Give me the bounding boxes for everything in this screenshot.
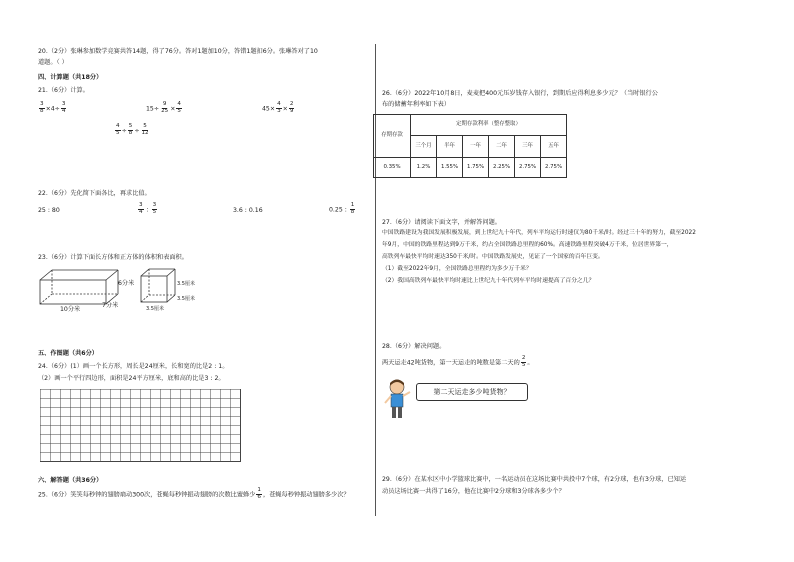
q28-title: 28.（6分）解决问题。 — [382, 343, 446, 350]
q23-title: 23.（6分）计算下面长方体和正方体的体积和表面积。 — [38, 254, 188, 261]
table-cell: 1.2% — [411, 158, 437, 178]
q20-line2: 道题。（ ） — [38, 59, 68, 66]
q26-line1: 26.（6分）2022年10月8日，麦麦把400元压岁钱存入银行，到期后应得利息多少元？（当时银行公 — [382, 90, 658, 97]
q24-line1: 24.（6分）(1）画一个长方形，周长是24厘米，长和宽的比是2 : 1。 — [38, 363, 229, 370]
cube-edge-label-3: 3.5厘米 — [146, 306, 164, 312]
table-cell: 2.75% — [541, 158, 567, 178]
table-col-head: 五年 — [541, 136, 567, 158]
q20-line1: 20.（2分）张琳参加数学竞赛共答14题，得了76分。答对1题加10分，答错1题扣6分。张琳答对了10 — [38, 48, 318, 55]
q24-line2: （2）画一个平行四边形，面积是24平方厘米，底和高的比是3 : 2。 — [38, 375, 225, 382]
table-cell: 1.55% — [437, 158, 463, 178]
q21-expr-1: $\frac{3}{8}$ ×4÷ $\frac{3}{4}$ — [40, 101, 66, 114]
q22-ratio-4: 0.25 : $\frac{1}{8}$ — [329, 202, 355, 215]
table-col-head: 半年 — [437, 136, 463, 158]
cuboid-height-label: 6分米 — [118, 280, 135, 287]
q21-expr-2: 15÷ $\frac{9}{25}$ × $\frac{4}{5}$ — [146, 101, 181, 114]
section-5-heading: 五、作图题（共6分） — [38, 350, 98, 357]
q27-para-1: 中国铁路建设为我国发展积极发展，到上世纪九十年代，列车平均运行时速仅为80千米/时。经过三十年的努力，截至2022 — [382, 230, 696, 236]
table-col-head: 三年 — [515, 136, 541, 158]
cube-edge-label-2: 3.5厘米 — [177, 296, 195, 302]
q27-title: 27.（6分）请阅读下面文字，并解答问题。 — [382, 219, 501, 226]
table-top-head: 定期存款利率（整存整取） — [411, 115, 567, 136]
q28-text: 两天运走42吨货物，第一天运走的吨数是第二天的 $\frac{2}{5}$ 。 — [382, 355, 534, 368]
q27-sub-2: （2）我国高铁列车最快平均时速比上世纪九十年代列车平均时速提高了百分之几？ — [382, 278, 595, 284]
q27-para-3: 高铁列车最快平均时速达350千米/时。中国铁路发展史，见证了一个国家的百年巨变。 — [382, 254, 604, 260]
interest-rate-table — [373, 114, 567, 178]
q29-line1: 29.（6分）在某水区中小学篮球比赛中，一名运动员在这场比赛中共投中7个球，有2分球，也有3分球，已知运 — [382, 476, 687, 483]
q21-title: 21.（6分）计算。 — [38, 87, 89, 94]
table-col-head: 二年 — [489, 136, 515, 158]
cuboid-length-label: 10分米 — [60, 306, 81, 313]
table-cell: 1.75% — [463, 158, 489, 178]
q22-ratio-3: 3.6 : 0.16 — [233, 207, 263, 214]
cube-edge-label-1: 3.5厘米 — [177, 281, 195, 287]
table-cell: 2.25% — [489, 158, 515, 178]
speech-bubble: 第二天运走多少吨货物？ — [416, 383, 528, 401]
table-cell: 2.75% — [515, 158, 541, 178]
q22-title: 22.（6分）先化简下面各比，再求比值。 — [38, 190, 151, 197]
q22-ratio-2: $\frac{3}{4}$ : $\frac{3}{5}$ — [139, 202, 157, 215]
table-row-head: 存期存款 — [374, 115, 411, 158]
q26-line2: 布的储蓄年利率如下表） — [382, 101, 451, 108]
table-col-head: 一年 — [463, 136, 489, 158]
q21-expr-3: 45× $\frac{4}{3}$ × $\frac{2}{9}$ — [262, 101, 294, 114]
q25-text: 25.（6分）笑笑每秒钟的翅膀扇动300次，苍蝇每秒钟振动翅膀的次数比蜜蜂少 $\frac{1}{6}$ ，苍蝇每秒钟振动翅膀多少次？ — [38, 487, 350, 500]
section-4-heading: 四、计算题（共18分） — [38, 74, 103, 81]
drawing-grid — [40, 389, 241, 462]
section-6-heading: 六、解答题（共36分） — [38, 477, 103, 484]
table-row-label: 0.35% — [374, 158, 411, 178]
q22-ratio-1: 25 : 80 — [38, 207, 60, 214]
cuboid-width-label: 7分米 — [102, 302, 119, 309]
q27-para-2: 年9月，中国的铁路里程达到9万千米，约占全国铁路总里程的60%。高速铁路里程突破4万千米，位居世界第一， — [382, 242, 673, 248]
q21-expr-4: $\frac{4}{5}$ ÷ $\frac{5}{8}$ ÷ $\frac{5}{12}$ — [116, 123, 149, 136]
q29-line2: 动员这场比赛一共得了16分，他在比赛中2分球和3分球各多少个？ — [382, 488, 565, 495]
boy-illustration — [382, 378, 414, 422]
q27-sub-1: （1）截至2022年9月，全国铁路总里程约为多少万千米？ — [382, 266, 532, 272]
table-col-head: 三个月 — [411, 136, 437, 158]
